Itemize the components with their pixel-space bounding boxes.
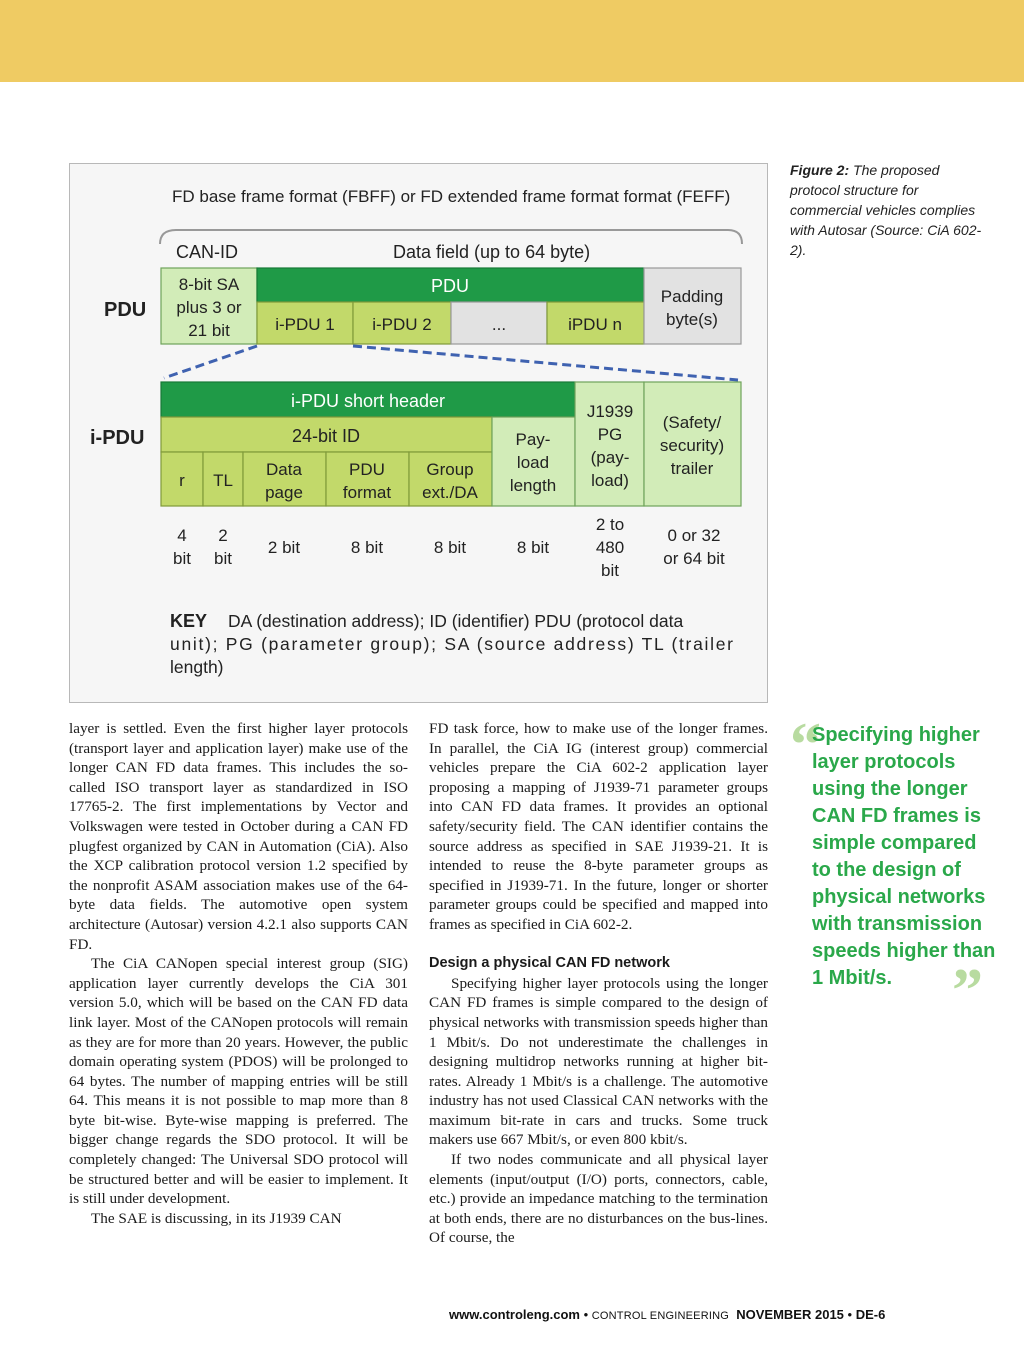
data-field-label: Data field (up to 64 byte) (393, 242, 591, 262)
caption-text: The proposed protocol structure for commercial vehicles complies with Autosar (Source: CiA 602-2). (790, 162, 982, 258)
footer-magazine: CONTROL ENGINEERING (591, 1310, 730, 1322)
article-column-2 (429, 719, 768, 1248)
j1939-pg-line-4: load) (591, 471, 629, 490)
article-column-1 (69, 719, 408, 1228)
field-pdu-format-line-2: format (342, 483, 392, 502)
ipdu-row-label: i-PDU (90, 427, 145, 449)
section-heading: Design a physical CAN FD network (429, 955, 670, 972)
payload-length-line-2: load (516, 453, 550, 472)
footer-separator-1: • (579, 1307, 592, 1322)
key-line-3: length) (170, 657, 224, 677)
padding-line-2: byte(s) (666, 310, 718, 329)
pull-quote-text: Specifying higher layer protocols using the longer CAN FD frames is simple compared to the design of physical networks with transmission speeds higher than 1 Mbit/s. (812, 724, 996, 989)
key-line-1: DA (destination address); ID (identifier) PDU (protocol data (228, 611, 684, 631)
col1-paragraph-2: The CiA CANopen special interest group (SIG) application layer currently develops the CiA 301 version 5.0, which will be based on the CAN FD data link layer. Most of the CANopen protocols will remain as they are for more than 20 years. However, the public domain operating system (PDOS) will be prolonged to 64 bytes. The number of mapping entries will be still 64. This means it is not possible to map more than 8 byte bit-wise. Byte-wise mapping is preferred. The bigger change regards the SDO protocol. It will be completely changed: The Universal SDO protocol will be structured better and will be easier to implement. It is still under development. (69, 955, 408, 1208)
header-color-band (0, 0, 1024, 82)
safety-trailer-line-1: (Safety/ (662, 413, 722, 432)
sa-line-1: 8-bit SA (178, 275, 240, 294)
col1-paragraph-3: The SAE is discussing, in its J1939 CAN (91, 1209, 342, 1227)
size-pdu-format: 8 bit (350, 538, 384, 557)
expand-line-left (164, 346, 257, 378)
size-r-line-2: bit (173, 549, 191, 568)
padding-cell (644, 268, 741, 344)
diagram-title: FD base frame format (FBFF) or FD extended frame format format (FEFF) (172, 187, 731, 206)
sa-line-2: plus 3 or (176, 298, 242, 317)
open-quote-icon: “ (790, 711, 821, 779)
payload-length-line-3: length (509, 476, 557, 495)
field-pdu-format-line-1: PDU (349, 460, 385, 479)
footer-url[interactable]: www.controleng.com (449, 1307, 580, 1322)
size-payload-length: 8 bit (516, 538, 550, 557)
size-pg-line-2: 480 (595, 538, 625, 557)
pull-quote (790, 711, 1000, 1025)
size-tl-line-2: bit (214, 549, 232, 568)
size-pg-line-3: bit (601, 561, 619, 580)
j1939-pg-line-1: J1939 (586, 402, 634, 421)
expand-line-right (353, 346, 738, 380)
pdu-header-text: PDU (430, 276, 470, 296)
padding-line-1: Padding (660, 287, 724, 306)
size-pg-line-1: 2 to (595, 515, 625, 534)
id-24bit-text: 24-bit ID (291, 426, 361, 446)
protocol-structure-diagram (70, 164, 769, 704)
footer-page-number: DE-6 (855, 1307, 886, 1322)
col2-paragraph-3: If two nodes communicate and all physical layer elements (input/output (I/O) ports, connectors, cable, etc.) provide an impedance matching to the termination at both ends, there are no disturbances on the bus-lines. Of course, the (429, 1151, 768, 1247)
field-group-line-1: Group (426, 460, 474, 479)
col2-paragraph-2: Specifying higher layer protocols using the longer CAN FD frames is simple compared to the design of physical networks with transmission speeds higher than 1 Mbit/s. Do not underestimate the challenges in designing multidrop networks running at higher bit-rates. Already 1 Mbit/s is a challenge. The automotive industry has not used Classical CAN networks with the maximum bit-rate in cars and trucks. Some truck makers use 667 Mbit/s, or even 800 kbit/s. (429, 974, 768, 1149)
ipdu-2-text: i-PDU 2 (372, 315, 432, 334)
field-data-page-line-2: page (265, 483, 303, 502)
size-tl-line-1: 2 (218, 526, 228, 545)
figure-caption (790, 160, 990, 260)
ipdu-ellipsis-text: ... (491, 315, 507, 334)
caption-label: Figure 2: (790, 162, 850, 178)
field-tl-text: TL (213, 471, 233, 490)
key-line-2: unit); PG (parameter group); SA (source address) TL (trailer (170, 634, 733, 654)
can-id-label: CAN-ID (176, 242, 238, 262)
ipdu-n-text: iPDU n (568, 315, 622, 334)
figure-protocol-diagram (69, 163, 768, 703)
page-footer (449, 1307, 961, 1322)
safety-trailer-line-3: trailer (670, 459, 714, 478)
safety-trailer-line-2: security) (659, 436, 725, 455)
footer-separator-2: • (843, 1307, 856, 1322)
j1939-pg-line-3: (pay- (590, 448, 630, 467)
j1939-pg-line-2: PG (597, 425, 623, 444)
col1-paragraph-1: layer is settled. Even the first higher layer protocols (transport layer and application layer) make use of the longer CAN FD data frames. This includes the so-called ISO transport layer as standardized in ISO 17765-2. The first implementations by Vector and Volkswagen were tested in October during a CAN FD plugfest organized by CAN in Automation (CiA). Also the XCP calibration protocol version 1.2 specified by the nonprofit ASAM association makes use of the 64-byte data fields. The automotive open system architecture (Autosar) version 4.2.1 also supports CAN FD. (69, 720, 408, 953)
sa-line-3: 21 bit (188, 321, 230, 340)
size-r-line-1: 4 (177, 526, 187, 545)
field-data-page-line-1: Data (266, 460, 302, 479)
field-group-line-2: ext./DA (422, 483, 478, 502)
key-label: KEY (170, 611, 208, 631)
size-trailer-line-2: or 64 bit (663, 549, 725, 568)
payload-length-line-1: Pay- (515, 430, 551, 449)
size-trailer-line-1: 0 or 32 (667, 526, 721, 545)
col2-paragraph-1: FD task force, how to make use of the longer frames. In parallel, the CiA IG (interest group) commercial vehicles prepare the CiA 602-2 application layer proposing a mapping of J1939-71 parameter groups into CAN FD data frames. It provides an optional safety/security field. The CAN identifier contains the source address as specified in SAE J1939-21. It is intended to reuse the 8-byte parameter groups as specified in J1939-71. In the future, longer or shorter parameter groups could be specified and mapped into frames as specified in CiA 602-2. (429, 720, 768, 933)
size-group: 8 bit (433, 538, 467, 557)
size-data-page: 2 bit (267, 538, 301, 557)
footer-date: NOVEMBER 2015 (736, 1307, 844, 1322)
close-quote-icon: ” (952, 957, 983, 1025)
short-header-text: i-PDU short header (290, 391, 446, 411)
pdu-row-label: PDU (104, 299, 147, 321)
field-r-text: r (179, 471, 185, 490)
ipdu-1-text: i-PDU 1 (275, 315, 335, 334)
